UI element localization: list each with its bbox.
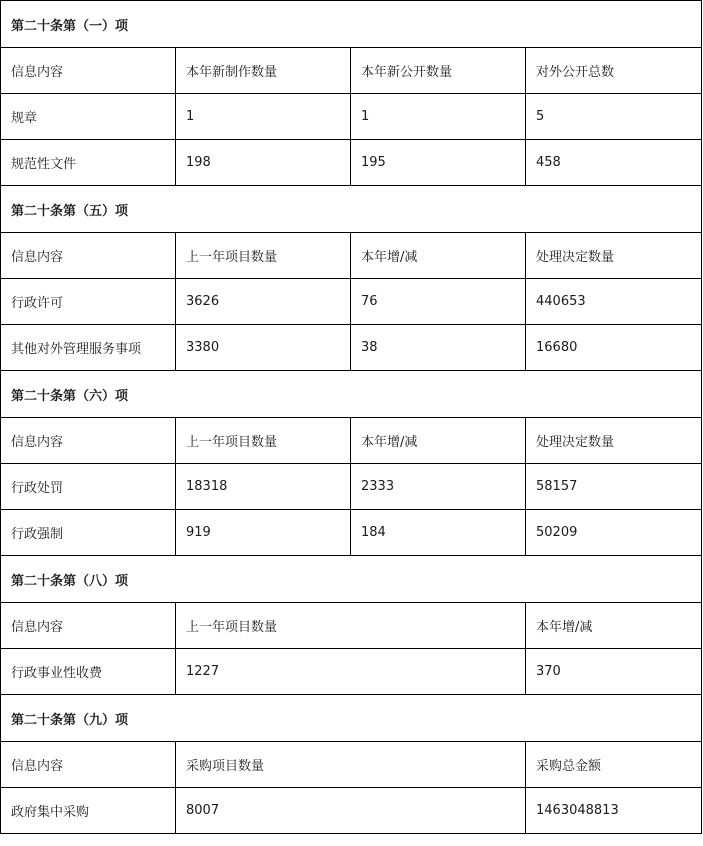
header-cell: 上一年项目数量: [176, 233, 351, 279]
table-cell: 370: [526, 649, 702, 695]
table-cell: 195: [351, 140, 526, 186]
header-cell: 采购总金额: [526, 742, 702, 788]
section-title-row: [1, 695, 702, 742]
table-cell: 198: [176, 140, 351, 186]
header-cell: 信息内容: [1, 603, 176, 649]
table-cell: 3626: [176, 279, 351, 325]
table-cell: 行政强制: [1, 510, 176, 556]
header-cell: 信息内容: [1, 742, 176, 788]
header-cell: 本年增/减: [526, 603, 702, 649]
header-cell: 上一年项目数量: [176, 603, 526, 649]
section-title-row: [1, 371, 702, 418]
table-cell: 行政事业性收费: [1, 649, 176, 695]
table-cell: 458: [526, 140, 702, 186]
table-cell: 政府集中采购: [1, 788, 176, 834]
header-cell: 信息内容: [1, 418, 176, 464]
table-cell: 38: [351, 325, 526, 371]
section-title: 第二十条第（六）项: [1, 371, 702, 418]
table-header-row: [1, 742, 702, 788]
table-cell: 1: [176, 94, 351, 140]
table-cell: 1: [351, 94, 526, 140]
header-cell: 信息内容: [1, 48, 176, 94]
table-cell: 5: [526, 94, 702, 140]
table-cell: 18318: [176, 464, 351, 510]
section-title: 第二十条第（一）项: [1, 1, 702, 48]
table-cell: 184: [351, 510, 526, 556]
table-row: [1, 279, 702, 325]
table-row: [1, 140, 702, 186]
table-cell: 规范性文件: [1, 140, 176, 186]
section-title: 第二十条第（五）项: [1, 186, 702, 233]
table-cell: 58157: [526, 464, 702, 510]
section-title-row: [1, 556, 702, 603]
header-cell: 上一年项目数量: [176, 418, 351, 464]
table-cell: 76: [351, 279, 526, 325]
header-cell: 本年增/减: [351, 418, 526, 464]
section-title-row: [1, 1, 702, 48]
table-cell: 919: [176, 510, 351, 556]
table-row: [1, 649, 702, 695]
header-cell: 采购项目数量: [176, 742, 526, 788]
table-cell: 行政许可: [1, 279, 176, 325]
header-cell: 信息内容: [1, 233, 176, 279]
table-cell: 50209: [526, 510, 702, 556]
table-cell: 1463048813: [526, 788, 702, 834]
table-cell: 2333: [351, 464, 526, 510]
table-cell: 440653: [526, 279, 702, 325]
table-cell: 16680: [526, 325, 702, 371]
header-cell: 本年新制作数量: [176, 48, 351, 94]
table-cell: 规章: [1, 94, 176, 140]
table-row: [1, 325, 702, 371]
section-title-row: [1, 186, 702, 233]
table-cell: 其他对外管理服务事项: [1, 325, 176, 371]
table-header-row: [1, 233, 702, 279]
header-cell: 本年新公开数量: [351, 48, 526, 94]
header-cell: 处理决定数量: [526, 233, 702, 279]
table-row: [1, 510, 702, 556]
table-row: [1, 788, 702, 834]
table-cell: 3380: [176, 325, 351, 371]
header-cell: 对外公开总数: [526, 48, 702, 94]
table-header-row: [1, 418, 702, 464]
table-header-row: [1, 603, 702, 649]
table-row: [1, 94, 702, 140]
table-cell: 8007: [176, 788, 526, 834]
header-cell: 本年增/减: [351, 233, 526, 279]
table-cell: 行政处罚: [1, 464, 176, 510]
table-cell: 1227: [176, 649, 526, 695]
section-title: 第二十条第（八）项: [1, 556, 702, 603]
section-title: 第二十条第（九）项: [1, 695, 702, 742]
header-cell: 处理决定数量: [526, 418, 702, 464]
table-row: [1, 464, 702, 510]
table-header-row: [1, 48, 702, 94]
